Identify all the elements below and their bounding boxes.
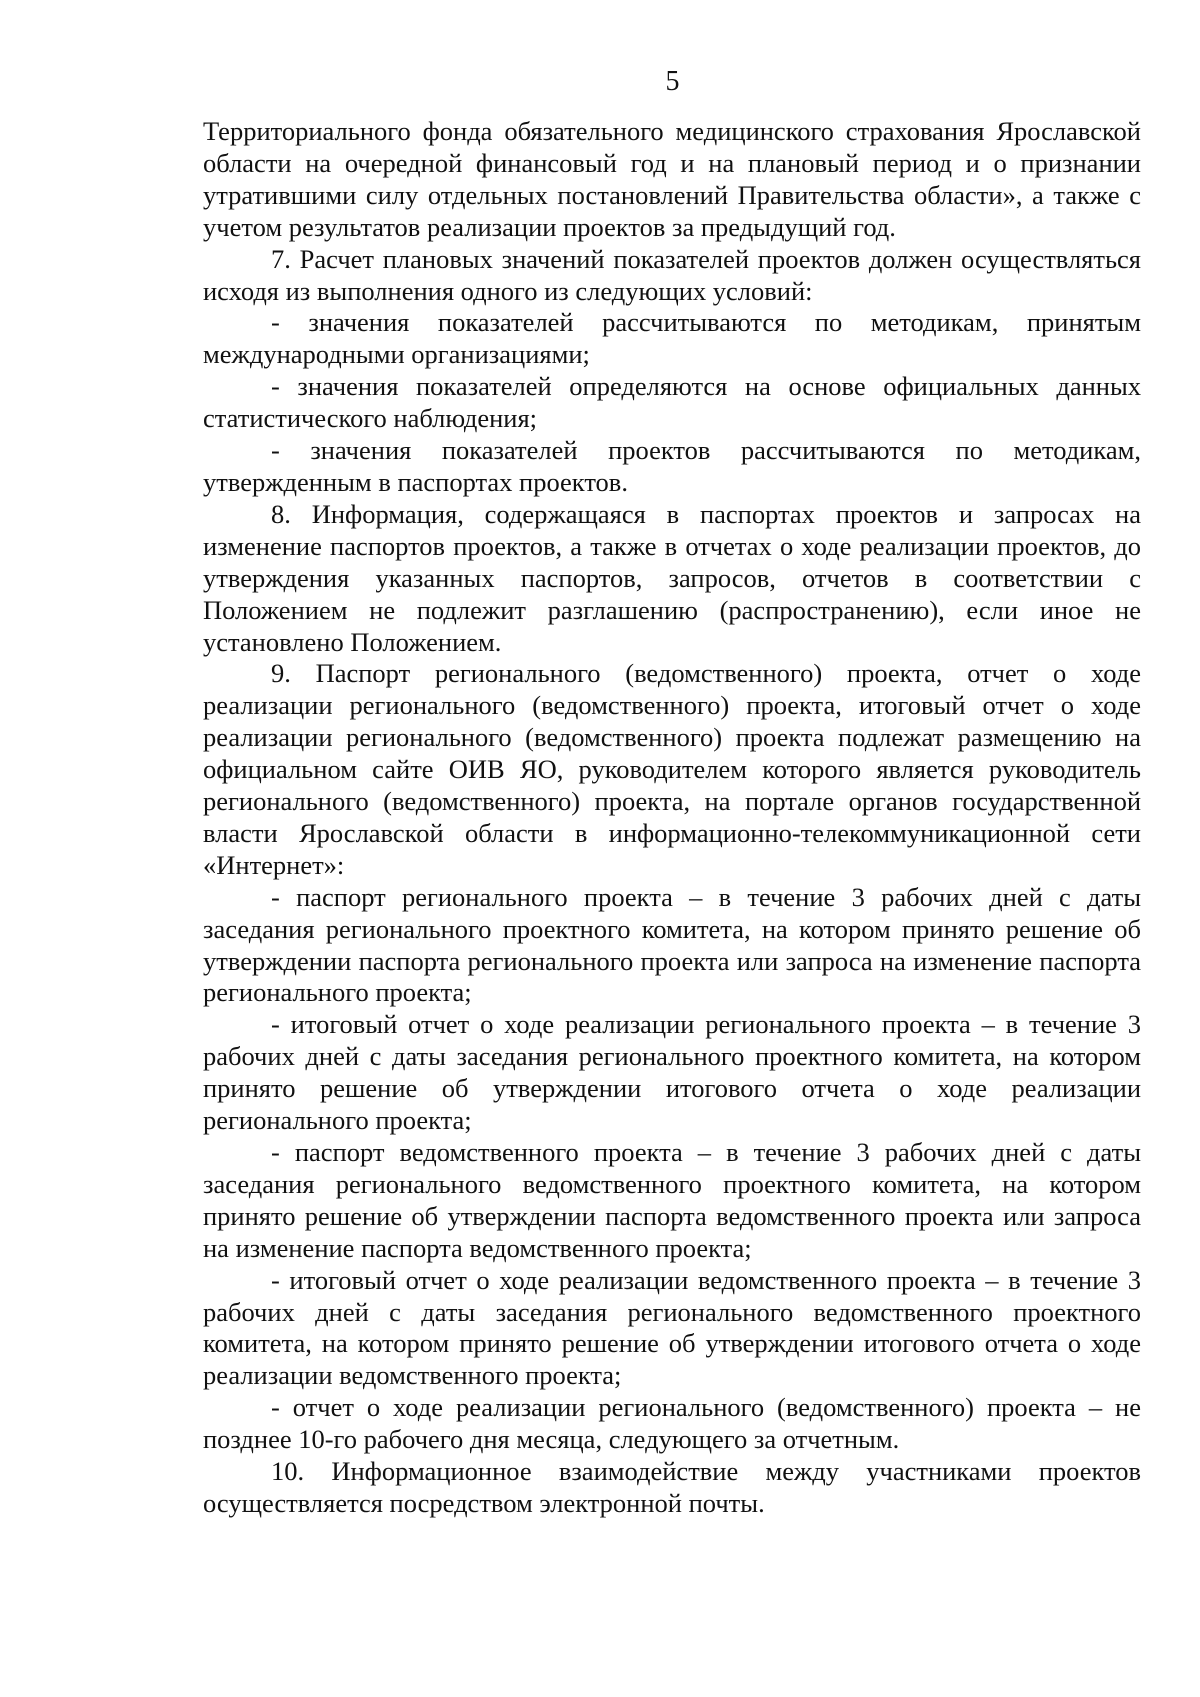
list-item-progress-report: - отчет о ходе реализации регионального (ведомственного) проекта – не позднее 10-го рабочего дня месяца, следующего за отчетным. bbox=[203, 1392, 1141, 1455]
list-item-departmental-final-report: - итоговый отчет о ходе реализации ведомственного проекта – в течение 3 рабочих дней с даты заседания регионального ведомственного проектного комитета, на котором принято решение об утверждении итогового отчета о ходе реализации ведомственного проекта; bbox=[203, 1264, 1141, 1391]
page-number: 5 bbox=[665, 66, 680, 97]
list-item-regional-passport: - паспорт регионального проекта – в течение 3 рабочих дней с даты заседания регионального проектного комитета, на котором принято решение об утверждении паспорта регионального проекта или запроса на изменение паспорта регионального проекта; bbox=[203, 881, 1141, 1008]
list-item-departmental-passport: - паспорт ведомственного проекта – в течение 3 рабочих дней с даты заседания регионального ведомственного проектного комитета, на котором принято решение об утверждении паспорта ведомственного проекта или запроса на изменение паспорта ведомственного проекта; bbox=[203, 1137, 1141, 1263]
paragraph-item-9: 9. Паспорт регионального (ведомственного) проекта, отчет о ходе реализации регионального (ведомственного) проекта, итоговый отчет о ходе реализации регионального (ведомственного) проекта подлежат размещению на официальном сайте ОИВ ЯО, руководителем которого является руководитель регионального (ведомственного) проекта, на портале органов государственной власти Ярославской области в информационно-телекоммуникационной сети «Интернет»: bbox=[203, 658, 1141, 880]
list-item-international-methods: - значения показателей рассчитываются по методикам, принятым международными организациями; bbox=[203, 307, 1141, 370]
list-item-statistical-data: - значения показателей определяются на основе официальных данных статистического наблюдения; bbox=[203, 371, 1141, 434]
list-item-regional-final-report: - итоговый отчет о ходе реализации регионального проекта – в течение 3 рабочих дней с даты заседания регионального проектного комитета, на котором принято решение об утверждении итогового отчета о ходе реализации регионального проекта; bbox=[203, 1009, 1141, 1136]
paragraph-item-10: 10. Информационное взаимодействие между участниками проектов осуществляется посредством электронной почты. bbox=[203, 1456, 1141, 1518]
document-body bbox=[203, 116, 1141, 1520]
paragraph-continuation: Территориального фонда обязательного медицинского страхования Ярославской области на очередной финансовый год и на плановый период и о признании утратившими силу отдельных постановлений Правительства области», а также с учетом результатов реализации проектов за предыдущий год. bbox=[203, 116, 1141, 242]
list-item-passport-methods: - значения показателей проектов рассчитываются по методикам, утвержденным в паспортах проектов. bbox=[203, 435, 1141, 497]
paragraph-item-7: 7. Расчет плановых значений показателей проектов должен осуществляться исходя из выполнения одного из следующих условий: bbox=[203, 243, 1141, 306]
paragraph-item-8: 8. Информация, содержащаяся в паспортах проектов и запросах на изменение паспортов проектов, а также в отчетах о ходе реализации проектов, до утверждения указанных паспортов, запросов, отчетов в соответствии с Положением не подлежит разглашению (распространению), если иное не установлено Положением. bbox=[203, 498, 1141, 657]
